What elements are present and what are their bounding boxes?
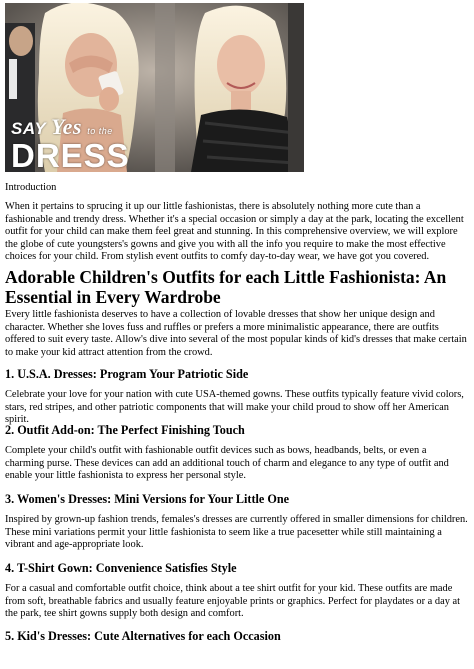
section-heading-5: 5. Kid's Dresses: Cute Alternatives for each Occasion xyxy=(5,629,281,643)
main-paragraph: Every little fashionista deserves to have a collection of lovable dresses that show her unique design and character. Whether she loves fuss and ruffles or prefers a more minimalistic appearance, there are outfits offered to suit every taste. Allow's dive into several of the most popular kinds of kid's dresses that make certain to make your kid attract attention from the crowd. xyxy=(5,309,467,358)
hero-image xyxy=(5,3,304,172)
logo-to-the: to the xyxy=(87,126,113,136)
intro-paragraph: When it pertains to sprucing it up our little fashionistas, there is absolutely nothing more cute than a fashionable and trendy dress. Whether it's a special occasion or simply a day at the park, locating the excellent outfit for your child can make them feel great and stunning. In this comprehensive overview, we will explore the globe of cute youngsters's gowns and give you with all the info you require to make the most effective choices for your child. From stylish event outfits to comfy day-to-day wear, we have got you covered. xyxy=(5,201,464,263)
main-heading: Adorable Children's Outfits for each Little Fashionista: An Essential in Every Wardrobe xyxy=(5,267,447,307)
section-text-2: Complete your child's outfit with fashionable outfit devices such as bows, headbands, belts, or even a charming purse. These devices can add an additional touch of charm and elegance to any type of outfit and enable your little fashionista to express her personal style. xyxy=(5,445,449,482)
logo-dress: DRESS xyxy=(11,137,130,172)
section-heading-4: 4. T-Shirt Gown: Convenience Satisfies Style xyxy=(5,561,237,575)
say-yes-to-the-dress-logo xyxy=(11,114,131,172)
section-text-3: Inspired by grown-up fashion trends, females's dresses are currently offered in smaller dimensions for children. These mini variations permit your little fashionista to seem like a true pacesetter while still maintaining a vibrant and age-appropriate look. xyxy=(5,514,468,551)
section-text-1: Celebrate your love for your nation with cute USA-themed gowns. These outfits typically feature vivid colors, stars, red stripes, and other patriotic components that will make your child proud to show off her American spirit. xyxy=(5,389,464,426)
section-heading-2: 2. Outfit Add-on: The Perfect Finishing Touch xyxy=(5,423,245,437)
intro-label: Introduction xyxy=(5,182,57,193)
logo-say: SAY xyxy=(11,119,46,138)
section-heading-1: 1. U.S.A. Dresses: Program Your Patriotic Side xyxy=(5,367,249,381)
section-text-4: For a casual and comfortable outfit choice, think about a tee shirt outfit for your kid. These outfits are made from soft, breathable fabrics and usually feature enjoyable prints or graphics. Perfect for playdates or a day at the park, tee shirt gowns supply both design and comfort. xyxy=(5,583,460,620)
section-heading-3: 3. Women's Dresses: Mini Versions for Your Little One xyxy=(5,492,290,506)
logo-yes: Yes xyxy=(51,114,82,139)
